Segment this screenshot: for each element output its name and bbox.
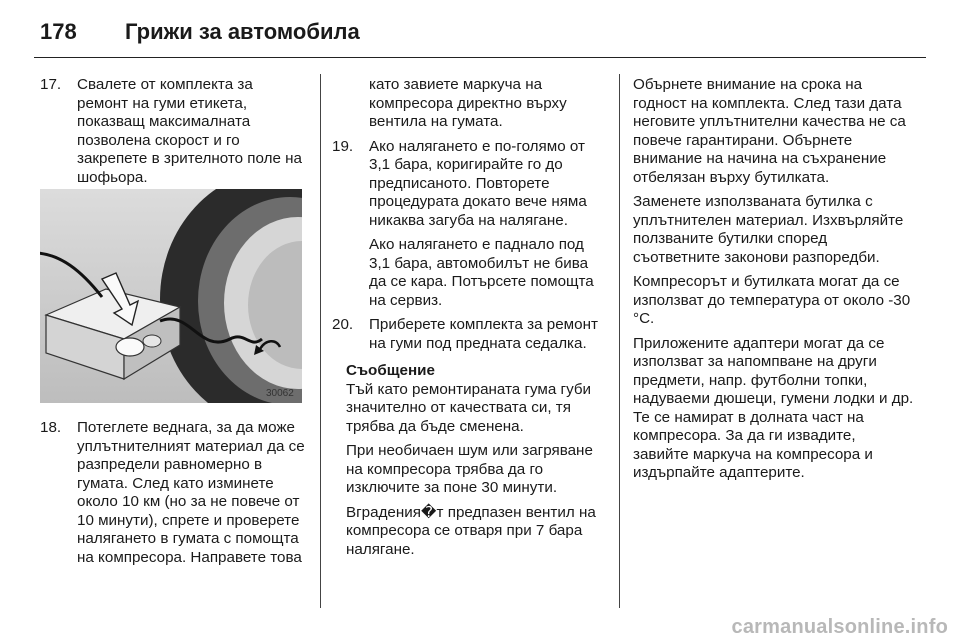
column-1 (40, 76, 308, 187)
notice-paragraph-3: Вградения�т предпазен вентил на компресора се отваря при 7 бара налягане. (346, 503, 596, 558)
compressor-tire-image (40, 189, 302, 403)
paragraph-replace-bottle: Заменете използваната бутилка с уплътнителен материал. Изхвърляйте ползваните бутилки според съответните законови разпоредби. (633, 193, 904, 266)
step-18 (40, 419, 308, 567)
step-18-continuation: като завиете маркуча на компресора директно върху вентила на гумата. (369, 76, 567, 130)
step-number: 20. (332, 316, 354, 333)
compressor-illustration (40, 189, 302, 403)
page-title: Грижи за автомобила (125, 19, 360, 44)
step-text: Ако налягането е по-голямо от 3,1 бара, коригирайте го до предписаното. Повторете процедурата докато вече няма никаква загуба на налягане. (369, 137, 587, 229)
step-text: Приберете комплекта за ремонт на гуми под предната седалка. (369, 316, 598, 352)
step-19 (332, 138, 608, 231)
notice-heading: Съобщение (346, 362, 435, 379)
paragraph-adapters: Приложените адаптери могат да се използват за напомпване на други предмети, напр. футболни топки, надуваеми дюшеци, гумени лодки и др. Те се намират в долната част на компресора. За да ги извадите, завийте маркуча на компресора и издърпайте адаптерите. (633, 334, 914, 481)
column-2 (332, 76, 608, 565)
step-number: 19. (332, 137, 354, 155)
step-19-note: Ако налягането е паднало под 3,1 бара, автомобилът не бива да се кара. Потърсете помощта на сервиз. (369, 236, 594, 309)
column-3 (633, 76, 915, 489)
column-divider-2 (619, 74, 620, 608)
page-number: 178 (40, 19, 77, 44)
paragraph-expiry: Обърнете внимание на срока на годност на комплекта. След тази дата неговите уплътнителни качества не са повече гарантирани. Обърнете внимание на начина на съхранение отбелязан върху бутилката. (633, 76, 906, 186)
watermark: carmanualsonline.info (731, 616, 948, 638)
pressure-gauge-icon (116, 338, 144, 356)
header-rule (34, 57, 926, 58)
step-text: Свалете от комплекта за ремонт на гуми етикета, показващ максималната позволена скорост и го закрепете в зрителното поле на шофьора. (77, 76, 302, 186)
column-divider-1 (320, 74, 321, 608)
step-number: 17. (40, 76, 62, 93)
step-17 (40, 76, 308, 187)
step-number: 18. (40, 419, 62, 436)
step-text: Потеглете веднага, за да може уплътнителният материал да се разпредели равномерно в гумата. След като изминете около 10 км (но за не повече от 10 минути), спрете и проверете налягането в гумата с помощта на компресора. Направете това (77, 419, 305, 566)
step-20 (332, 316, 608, 353)
page-header (40, 14, 360, 50)
column-1-lower (40, 419, 308, 567)
notice-box (346, 362, 608, 559)
paragraph-temperature: Компресорът и бутилката могат да се използват до температура от около -30 °C. (633, 273, 911, 327)
notice-paragraph-2: При необичаен шум или загряване на компресора трябва да го изключите за поне 30 минути. (346, 442, 593, 496)
notice-paragraph-1: Тъй като ремонтираната гума губи значително от качествата си, тя трябва да бъде сменена. (346, 380, 592, 435)
figure-label: 30062 (266, 388, 294, 399)
